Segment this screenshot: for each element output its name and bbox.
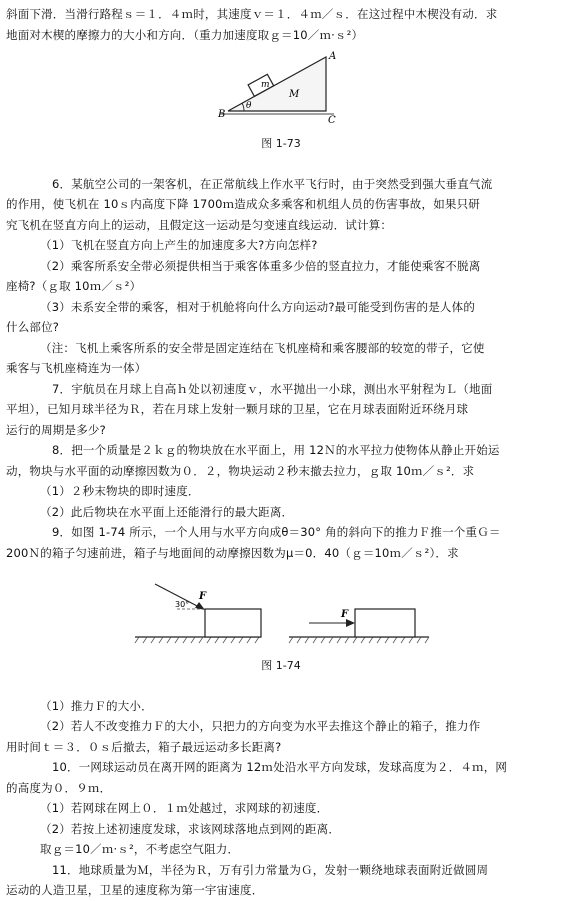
q8-sub-2: （2）此后物块在水平面上还能滑行的最大距离． <box>40 504 294 519</box>
q8-line-2: 动，物块与水平面的动摩擦因数为０．２，物块运动２秒末撤去拉力，ｇ取 10ｍ／ｓ²．求 <box>6 463 475 478</box>
label-f-left: F <box>199 591 207 602</box>
spacer <box>6 152 556 174</box>
ground-hatch-right <box>289 637 429 643</box>
q10-note: 取ｇ＝10／ｍ·ｓ²，不考虑空气阻力． <box>40 842 240 856</box>
intro-line-2: 地面对木楔的摩擦力的大小和方向．（重力加速度取ｇ＝10／ｍ·ｓ²） <box>6 27 364 42</box>
q11-line-1: 11．地球质量为Ｍ，半径为Ｒ，万有引力常量为Ｇ，发射一颗绕地球表面附近做圆周 <box>52 862 489 877</box>
q10-line-2: 的高度为０．９ｍ． <box>6 780 112 795</box>
figure-1-74 <box>6 579 556 674</box>
incline-wedge-diagram <box>216 51 346 127</box>
q6-note-cont: 乘客与飞机座椅连为一体） <box>6 361 147 375</box>
intro-line-1: 斜面下滑．当滑行路程ｓ＝１．４ｍ时，其速度ｖ＝１．４ｍ／ｓ．在这过程中木楔没有动．求 <box>6 7 498 21</box>
label-m-small: m <box>261 80 270 90</box>
q6-sub-3-cont: 什么部位? <box>6 320 60 334</box>
q10-sub-2: （2）若按上述初速度发球，求该网球落地点到网的距离． <box>40 821 341 836</box>
q9-line-2: 200Ｎ的箱子匀速前进，箱子与地面间的动摩擦因数为μ＝0．40（ｇ＝10ｍ／ｓ²）．求 <box>6 545 459 560</box>
q6-line-3: 究飞机在竖直方向上的运动，且假定这一运动是匀变速直线运动．试计算： <box>6 217 393 232</box>
ground-hatch-left <box>135 637 259 643</box>
wedge-shape <box>228 57 326 111</box>
q6-line-2: 的作用，使飞机在 10ｓ内高度下降 1700ｍ造成众多乘客和机组人员的伤害事故，如果只研 <box>6 197 481 211</box>
q6-sub-2-cont: 座椅?（ｇ取 10ｍ／ｓ²） <box>6 279 142 293</box>
q7-line-3: 运行的周期是多少? <box>6 422 106 437</box>
q6-sub-2: （2）乘客所系安全带必须提供相当于乘客体重多少倍的竖直拉力，才能使乘客不脱离 <box>40 258 481 273</box>
label-a: A <box>329 51 337 62</box>
q8-sub-1: （1）２秒末物块的即时速度． <box>40 484 200 498</box>
force-arrowhead-horizontal <box>346 619 355 627</box>
label-b: B <box>218 109 226 120</box>
label-f-right: F <box>341 609 349 620</box>
q6-sub-1: （1）飞机在竖直方向上产生的加速度多大?方向怎样? <box>40 238 318 252</box>
q9-sub-1: （1）推力Ｆ的大小． <box>40 698 153 713</box>
q9-line-1: 9．如图 1-74 所示，一个人用与水平方向成θ＝30° 角的斜向下的推力Ｆ推一个重Ｇ＝ <box>52 525 501 539</box>
spacer <box>6 674 556 696</box>
label-m-big: M <box>289 89 300 100</box>
label-angle: 30° <box>175 600 190 609</box>
q6-sub-3: （3）未系安全带的乘客，相对于机舱将向什么方向运动?最可能受到伤害的是人体的 <box>40 299 476 314</box>
q9-sub-2-cont: 用时间ｔ＝３．０ｓ后撤去，箱子最远运动多长距离? <box>6 739 282 754</box>
q11-line-2: 运动的人造卫星，卫星的速度称为第一宇宙速度． <box>6 883 264 897</box>
box-right <box>355 609 415 637</box>
figure-1-73-caption: 图 1-73 <box>261 136 301 150</box>
q8-line-1: 8．把一个质量是２ｋｇ的物块放在水平面上，用 12Ｎ的水平拉力使物体从静止开始运 <box>52 443 500 457</box>
q7-line-2: 平坦），已知月球半径为Ｒ，若在月球上发射一颗月球的卫星，它在月球表面附近环绕月球 <box>6 402 469 416</box>
label-c: C <box>328 115 336 126</box>
q9-sub-2: （2）若人不改变推力Ｆ的大小，只把力的方向变为水平去推这个静止的箱子，推力作 <box>40 719 481 733</box>
q10-line-1: 10．一网球运动员在离开网的距离为 12ｍ处沿水平方向发球，发球高度为２．４ｍ，网 <box>52 760 508 774</box>
figure-1-74-caption: 图 1-74 <box>261 658 301 672</box>
q6-note: （注：飞机上乘客所系的安全带是固定连结在飞机座椅和乘客腰部的较宽的带子，它使 <box>40 340 485 355</box>
q7-line-1: 7．宇航员在月球上自高ｈ处以初速度ｖ，水平抛出一小球，测出水平射程为Ｌ（地面 <box>52 381 493 396</box>
box-push-diagram <box>131 579 431 649</box>
figure-1-73 <box>6 51 556 152</box>
box-left <box>205 609 261 637</box>
q10-sub-1: （1）若网球在网上０．１ｍ处越过，求网球的初速度． <box>40 801 329 815</box>
label-theta: θ <box>246 101 252 111</box>
q6-line-1: 6．某航空公司的一架客机，在正常航线上作水平飞行时，由于突然受到强大垂直气流 <box>52 176 493 191</box>
